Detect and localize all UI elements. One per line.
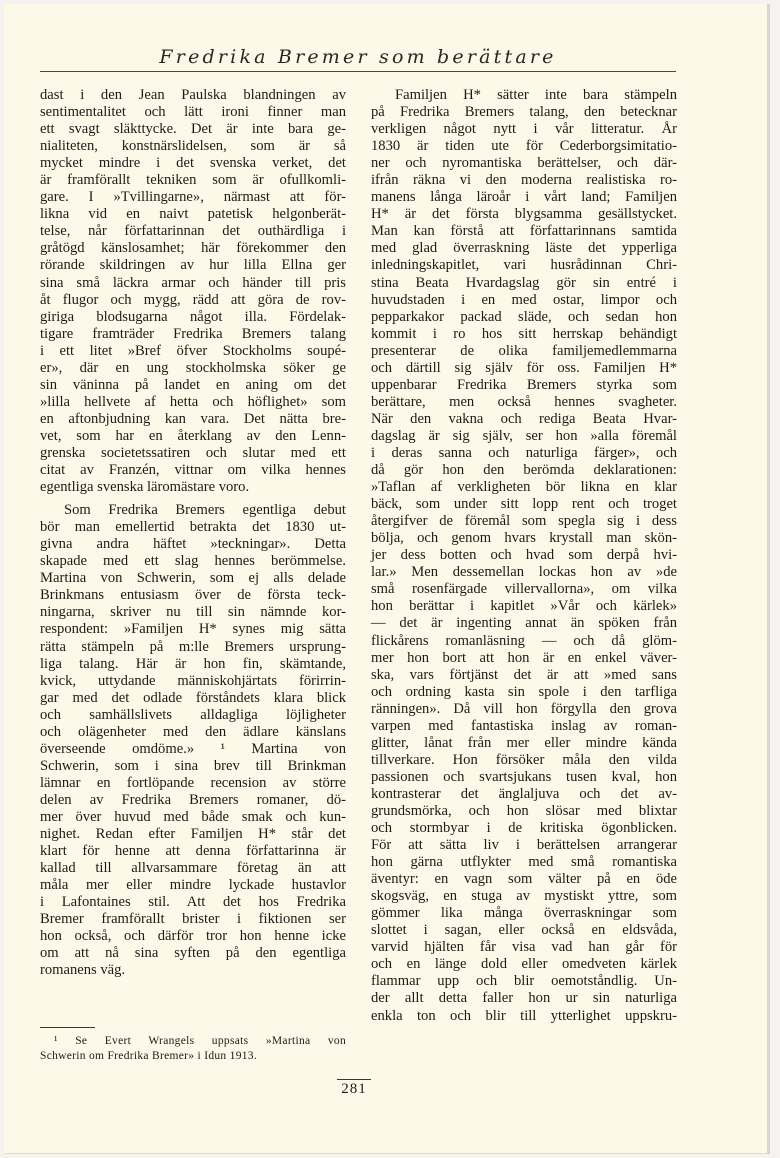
text-line: lämnar en fortlöpande recension av större (40, 774, 346, 791)
text-line: och olägenheter med den ädlare känslans (40, 723, 346, 740)
text-line: ett svagt släkttycke. Det är inte bara ge- (40, 121, 346, 138)
text-line: om att nå sina syften på den egentliga (40, 945, 346, 962)
text-line: När den vakna och rediga Beata Hvar- (371, 410, 677, 427)
text-line: dagslag är sig själv, ser hon »alla föremål (371, 427, 677, 444)
text-line: en aftonbjudning kan vara. Det nätta bre- (40, 410, 346, 427)
text-line: skogsväg, en stuga av mystiskt yttre, som (371, 888, 677, 905)
text-line: — det är ingenting annat än spöken från (371, 615, 677, 632)
running-head: Fredrika Bremer som berättare (159, 46, 557, 68)
text-line: För att sätta liv i berättelsen arrangerar (371, 837, 677, 854)
text-line: är framförallt tekniken som är ofullkomli- (40, 172, 346, 189)
text-line: der allt detta faller hon ur sin naturliga (371, 990, 677, 1007)
text-line: romanens väg. (40, 962, 126, 979)
text-line: »Taflan af verkligheten bör likna en klar (371, 479, 677, 496)
text-line: Familjen H* sätter inte bara stämpeln (395, 87, 677, 103)
text-line: inledningskapitlet, vari husrådinnan Chri- (371, 257, 677, 274)
text-line: rätta stämpeln på m:lle Bremers ursprung- (40, 638, 346, 655)
text-line: hon gärna utflykter med små romantiska (371, 854, 677, 871)
text-line: och stormbyar i de kritiska ögonblicken. (371, 820, 677, 837)
text-line: grundsmörka, och hon slösar med blixtar (371, 802, 677, 819)
text-line: kommit i ro hos sitt herrskap behändigt (371, 325, 677, 342)
text-line: varvid hjälten får visa vad han går för (371, 939, 677, 956)
text-line: nialiteten, konstnärslidelsen, som är så (40, 138, 346, 155)
text-line: äventyr: en vagn som välter på en öde (371, 871, 677, 888)
text-line: och samhällslivets alldagliga löjligheter (40, 706, 346, 723)
footnote-rule (40, 1027, 95, 1028)
text-line: i Lafontaines stil. Att det hos Fredrika (40, 894, 346, 911)
header-rule (40, 71, 676, 72)
text-line: glitter, lånat från mer eller mindre kända (371, 734, 677, 751)
book-page (4, 4, 770, 1154)
text-line: överseende omdöme.» ¹ Martina von (40, 740, 346, 757)
text-line: givna andra häftet »teckningar». Detta (40, 536, 346, 553)
text-line: giriga blodsugarna något illa. Fördelak- (40, 308, 346, 325)
text-line: hon också, och därför tror hon henne icke (40, 928, 346, 945)
text-line: presenterar de olika familjemedlemmarna (371, 342, 677, 359)
text-line: ifrån räkna vi den moderna realistiska ro- (371, 172, 677, 189)
text-line: sentimentalitet och lätt ironi finner man (40, 104, 346, 121)
text-line: återgifver de föremål som spegla sig i dess (371, 513, 677, 530)
text-line: verkligen något nytt i vår litteratur. År (371, 121, 677, 138)
text-line: passionen och svartsjukans tusen kval, hon (371, 768, 677, 785)
text-line: ska, vars förtjänst det är att »med sans (371, 666, 677, 683)
page-number: 281 (341, 1081, 367, 1097)
text-line: telse, når författarinnan det outhärdliga i (40, 223, 346, 240)
text-line: måla mer eller mindre lyckade hustavlor (40, 877, 346, 894)
text-line: ¹ Se Evert Wrangels uppsats »Martina von (54, 1035, 346, 1047)
text-line: berättare, men också hennes svagheter. (371, 393, 677, 410)
text-line: ner och nyromantiska berättelser, och där- (371, 155, 677, 172)
text-line: Schwerin om Fredrika Bremer» i Idun 1913. (40, 1050, 258, 1062)
text-line: manens långa läroår i vårt land; Familjen (371, 189, 677, 206)
text-line: huvudstaden i en med ostar, limpor och (371, 291, 677, 308)
text-line: bör man emellertid betrakta det 1830 ut- (40, 519, 346, 536)
text-line: stina Beata Hvardagslag gör sin entré i (371, 274, 677, 291)
text-line: bölja, och genom hvars krystall man skön- (371, 530, 677, 547)
text-line: i ett litet »Bref öfver Stockholms soupé- (40, 342, 346, 359)
text-line: gar med det odlade förståndets klara blick (40, 689, 346, 706)
text-line: med glad överraskning läste det ypperliga (371, 240, 677, 257)
left-column (40, 87, 346, 979)
text-line: och därtill sig själv för oss. Familjen H* (371, 359, 677, 376)
text-line: i deras sanna och naturliga färger», och (371, 444, 677, 461)
text-line: och en länge dold eller omedveten kärlek (371, 956, 677, 973)
text-line: bäck, som under sitt lopp rent och troget (371, 496, 677, 513)
text-line: dast i den Jean Paulska blandningen av (40, 87, 346, 103)
text-line: gare. I »Tvillingarne», närmast att för- (40, 189, 346, 206)
text-line: klart för henne att denna författarinna är (40, 843, 346, 860)
text-line: flickårens romanläsning — och då glöm- (371, 632, 677, 649)
text-line: kvick, uttydande människohjärtats förirrin- (40, 672, 346, 689)
text-line: Schwerin, som i sina brev till Brinkman (40, 757, 346, 774)
text-line: ningarna, skriver nu till sin nämnde kor- (40, 604, 346, 621)
text-line: Martina von Schwerin, som ej alls delade (40, 570, 346, 587)
right-column (371, 87, 677, 1025)
page-number-rule (337, 1079, 371, 1080)
text-line: citat av Franzén, vittnar om vilka hennes (40, 462, 346, 479)
text-line: respondent: »Familjen H* synes mig sätta (40, 621, 346, 638)
footnote (40, 1034, 346, 1064)
text-line: varpen med fantastiska inslag av roman- (371, 717, 677, 734)
text-line: ränningen». Då vill hon förgylla den grova (371, 700, 677, 717)
text-line: tigare framträder Fredrika Bremers talang (40, 325, 346, 342)
text-line: sina små läckra armar och händer till pris (40, 274, 346, 291)
text-line: Brinkmans entusiasm över de första teck- (40, 587, 346, 604)
text-line: mer över huvud med både smak och kun- (40, 808, 346, 825)
text-line: gråtögd känslosamhet; här förekommer den (40, 240, 346, 257)
text-line: tillverkare. Hon försöker måla den vilda (371, 751, 677, 768)
text-line: slottet i sagan, eller också en eldsvåda, (371, 922, 677, 939)
text-line: åt flugor och mygg, rädd att göra de rov- (40, 291, 346, 308)
text-line: grenska societetssatiren och slutar med ett (40, 444, 346, 461)
text-line: Man kan förstå att författarinnans samtida (371, 223, 677, 240)
text-line: sin väninna på landet en aning om det (40, 376, 346, 393)
text-line: små rosenfärgade villervallorna», om vilka (371, 581, 677, 598)
text-line: enkla ton och blir till ytterlighet uppskru- (371, 1007, 677, 1024)
text-line: jer dess botten och hvad som derpå hvi- (371, 547, 677, 564)
text-line: liga talang. Här är hon fin, skämtande, (40, 655, 346, 672)
text-line: uppenbarar Fredrika Bremers styrka som (371, 376, 677, 393)
text-line: skapade med ett slag hennes berömmelse. (40, 553, 346, 570)
text-line: vet, som har en återklang av den Lenn- (40, 427, 346, 444)
text-line: Som Fredrika Bremers egentliga debut (64, 502, 346, 519)
text-line: lar.» Men dessemellan lockas hon av »de (371, 564, 677, 581)
text-line: på Fredrika Bremers talang, den betecknar (371, 104, 677, 121)
text-line: nighet. Redan efter Familjen H* står det (40, 826, 346, 843)
text-line: pepparkakor packad släde, och sedan hon (371, 308, 677, 325)
text-line: hon berättar i kapitlet »Vår och kärlek» (371, 598, 677, 615)
text-line: »lilla hellvete af hetta och höflighet» som (40, 393, 346, 410)
text-line: flammar upp och blir oemotståndlig. Un- (371, 973, 677, 990)
text-line: gömmer lika många överraskningar som (371, 905, 677, 922)
text-line: H* är det första blygsamma gesällstycket. (371, 206, 677, 223)
text-line: er», där en ung stockholmska söker ge (40, 359, 346, 376)
text-line: då gör hon den berömda deklarationen: (371, 462, 677, 479)
text-line: likna vid en naivt patetisk helgonberät- (40, 206, 346, 223)
text-line: egentliga svenska läromästare voro. (40, 479, 250, 496)
text-line: mycket mindre i det svenska verket, det (40, 155, 346, 172)
text-line: kallad till allvarsammare företag än att (40, 860, 346, 877)
text-line: rörande skildringen av hur lilla Ellna ger (40, 257, 346, 274)
text-line: mer hon bort att hon är en enkel väver- (371, 649, 677, 666)
text-line: och ordning kasta sin spole i den tarfliga (371, 683, 677, 700)
text-line: kontrasterar det änglaljuva och det av- (371, 785, 677, 802)
text-line: 1830 är tiden ute för Cederborgsimitatio- (371, 138, 677, 155)
text-line: delen av Fredrika Bremers romaner, dö- (40, 791, 346, 808)
text-line: Bremer framförallt brister i fiktionen ser (40, 911, 346, 928)
